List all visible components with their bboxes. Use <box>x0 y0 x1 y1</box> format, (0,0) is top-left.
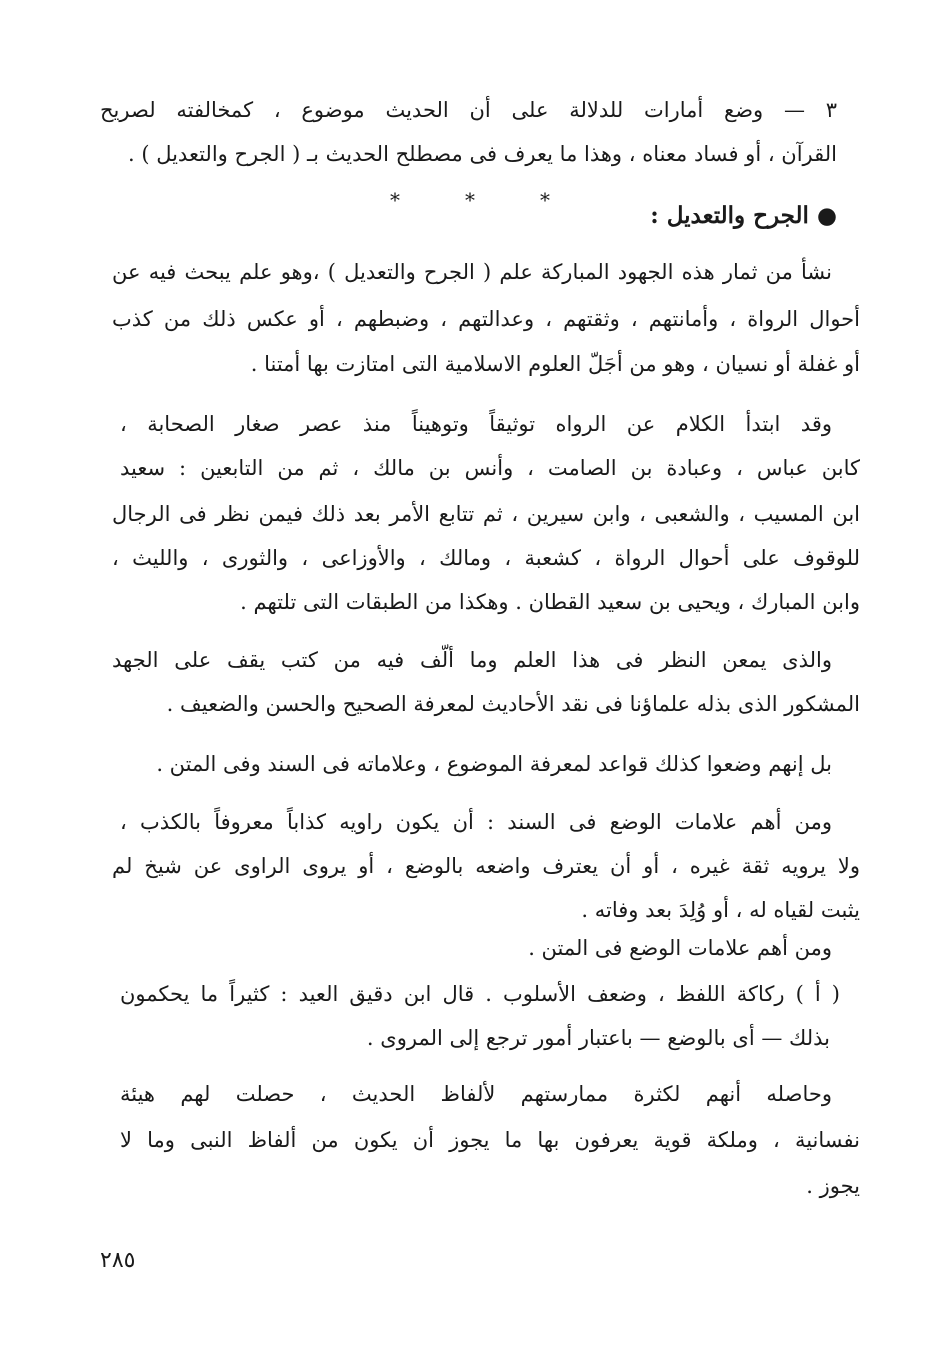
text-line: ولا يرويه ثقة غيره ، أو أن يعترف واضعه بالوضع ، أو يروى الراوى عن شيخ لم <box>112 854 860 878</box>
text-line: بل إنهم وضعوا كذلك قواعد لمعرفة الموضوع ، وعلاماته فى السند وفى المتن . <box>156 752 832 776</box>
text-line: وقد ابتدأ الكلام عن الرواه توثيقاً وتوهيناً منذ عصر صغار الصحابة ، <box>120 412 832 436</box>
section-divider <box>390 188 550 212</box>
text-line: ( أ ) ركاكة اللفظ ، وضعف الأسلوب . قال ابن دقيق العيد : كثيراً ما يحكمون <box>120 982 840 1006</box>
asterisk-icon: * <box>390 188 400 212</box>
text-line: ٣ — وضع أمارات للدلالة على أن الحديث موضوع ، كمخالفته لصريح <box>100 98 837 122</box>
text-line: القرآن ، أو فساد معناه ، وهذا ما يعرف فى مصطلح الحديث بـ ( الجرح والتعديل ) . <box>127 142 837 166</box>
text-line: ومن أهم علامات الوضع فى المتن . <box>528 936 832 960</box>
section-heading: ● الجرح والتعديل : <box>650 202 837 229</box>
text-line: نفسانية ، وملكة قوية يعرفون بها ما يجوز أن يكون من ألفاظ النبى وما لا <box>120 1128 860 1152</box>
text-line: وابن المبارك ، ويحيى بن سعيد القطان . وهكذا من الطبقات التى تلتهم . <box>240 590 860 614</box>
asterisk-icon: * <box>465 188 475 212</box>
text-line: المشكور الذى بذله علماؤنا فى نقد الأحاديث لمعرفة الصحيح والحسن والضعيف . <box>166 692 860 716</box>
text-line: نشأ من ثمار هذه الجهود المباركة علم ( الجرح والتعديل ) ،وهو علم يبحث فيه عن <box>112 260 832 284</box>
text-line: بذلك — أى بالوضع — باعتبار أمور ترجع إلى المروى . <box>366 1026 830 1050</box>
text-line: والذى يمعن النظر فى هذا العلم وما ألّف فيه من كتب يقف على الجهد <box>112 648 832 672</box>
text-line: يثبت لقياه له ، أو وُلِدَ بعد وفاته . <box>581 898 860 922</box>
text-line: للوقوف على أحوال الرواة ، كشعبة ، ومالك ، والأوزاعى ، والثورى ، والليث ، <box>112 546 860 570</box>
text-line: أو غفلة أو نسيان ، وهو من أجَلّ العلوم الاسلامية التى امتازت بها أمتنا . <box>250 352 860 376</box>
page-number: ٢٨٥ <box>100 1248 136 1273</box>
text-line: ابن المسيب ، والشعبى ، وابن سيرين ، ثم تتابع الأمر بعد ذلك فيمن نظر فى الرجال <box>112 502 860 526</box>
text-line: وحاصله أنهم لكثرة ممارستهم لألفاظ الحديث ، حصلت لهم هيئة <box>120 1082 832 1106</box>
asterisk-icon: * <box>540 188 550 212</box>
text-line: ومن أهم علامات الوضع فى السند : أن يكون راويه كذاباً معروفاً بالكذب ، <box>120 810 832 834</box>
text-line: كابن عباس ، وعبادة بن الصامت ، وأنس بن مالك ، ثم من التابعين : سعيد <box>120 456 860 480</box>
text-line: يجوز . <box>806 1174 860 1198</box>
text-line: أحوال الرواة ، وأمانتهم ، وثقتهم ، وعدالتهم ، وضبطهم ، أو عكس ذلك من كذب <box>112 307 860 331</box>
